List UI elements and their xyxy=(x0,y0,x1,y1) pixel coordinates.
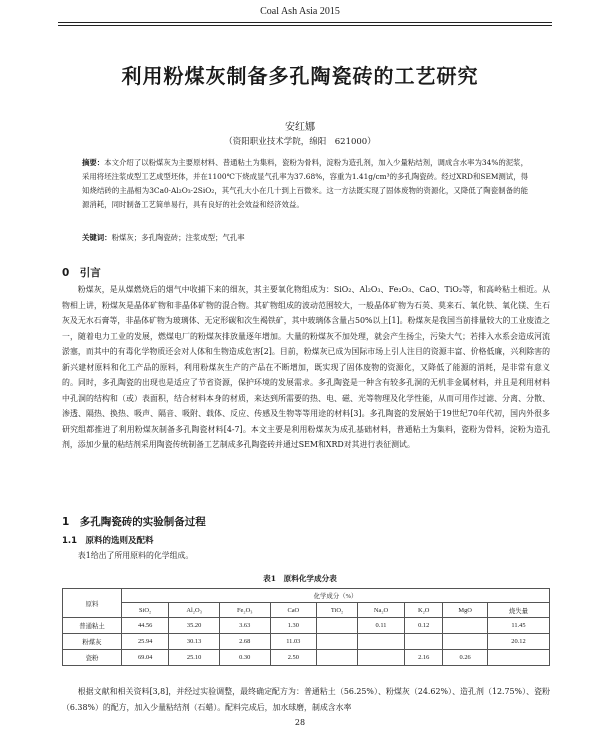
formula-paragraph: 根据文献和相关资料[3,8]，并经过实验调整，最终确定配方为：普通粘土（56.25%）、粉煤灰（24.62%）、造孔剂（12.75%）、瓷粉（6.38%）的配方，加入少量粘结剂（石蜡）。配料完成后，加水球磨，制成含水率 xyxy=(62,687,550,712)
abstract xyxy=(82,156,528,212)
table-cell: 44.56 xyxy=(122,618,169,634)
table-row xyxy=(63,650,550,666)
table-cell: 11.03 xyxy=(270,634,317,650)
author-affiliation: （资阳职业技术学院，绵阳 621000） xyxy=(224,137,376,147)
keywords-text: 粉煤灰；多孔陶瓷砖；注浆成型；气孔率 xyxy=(111,233,245,242)
table-cell xyxy=(317,634,358,650)
table-cell xyxy=(317,650,358,666)
abstract-label: 摘要： xyxy=(82,158,105,167)
table-cell xyxy=(443,618,488,634)
table-cell: 25.94 xyxy=(122,634,169,650)
table-caption: 表1 原料化学成分表 xyxy=(263,574,337,583)
table-cell: 35.20 xyxy=(169,618,220,634)
table-cell: 2.50 xyxy=(270,650,317,666)
table-cell: 0.11 xyxy=(358,618,405,634)
table-cell: 1.30 xyxy=(270,618,317,634)
col-header: Fe₂O₃ xyxy=(219,603,270,618)
col-header-raw: 原料 xyxy=(63,589,122,618)
table-cell: 11.45 xyxy=(487,618,549,634)
row-label: 瓷粉 xyxy=(63,650,122,666)
table-cell xyxy=(358,650,405,666)
table-cell: 25.10 xyxy=(169,650,220,666)
composition-table xyxy=(62,588,550,666)
table-row xyxy=(63,618,550,634)
table-cell: 3.63 xyxy=(219,618,270,634)
section-heading-intro: 0 引言 xyxy=(62,267,101,279)
table-cell: 0.30 xyxy=(219,650,270,666)
header-rule-thin xyxy=(58,25,552,26)
table-cell: 30.13 xyxy=(169,634,220,650)
table-cell: 2.16 xyxy=(405,650,443,666)
col-header: Na₂O xyxy=(358,603,405,618)
col-header: MgO xyxy=(443,603,488,618)
table-cell: 0.12 xyxy=(405,618,443,634)
abstract-text: 本文介绍了以粉煤灰为主要原材料、普通粘土为集料，瓷粉为骨料，淀粉为造孔剂，加入少量粘结剂，调成含水率为34%的泥浆，采用将坯注浆成型工艺成型坯体，并在1100℃下烧成显气孔率为37.68%，容重为1.41g/cm³的多孔陶瓷砖。经过XRD和SEM测试，得知烧结砖的主晶相为3Ca0·Al₂O₃·2SiO₂，其气孔大小在几十到上百微米。这一方法既实现了固体废物的资源化，又降低了陶瓷制备的能源消耗，同时制备工艺简单易行，具有良好的社会效益和经济效益。 xyxy=(82,158,528,209)
col-header-group: 化学成分（%） xyxy=(122,589,550,603)
page-number: 28 xyxy=(294,718,306,727)
table-cell: 0.26 xyxy=(443,650,488,666)
table-row xyxy=(63,634,550,650)
col-header: Al₂O₃ xyxy=(169,603,220,618)
author-name: 安红娜 xyxy=(285,122,315,133)
section-heading-experiment: 1 多孔陶瓷砖的实验制备过程 xyxy=(62,516,206,528)
journal-header: Coal Ash Asia 2015 xyxy=(260,6,340,17)
subsection-heading-materials: 1.1 原料的选则及配料 xyxy=(62,536,154,546)
col-header: SiO₂ xyxy=(122,603,169,618)
table-cell xyxy=(358,634,405,650)
keywords-label: 关键词： xyxy=(82,233,112,242)
row-label: 普通粘土 xyxy=(63,618,122,634)
materials-paragraph: 表1给出了所用原料的化学组成。 xyxy=(77,551,194,560)
paper-title: 利用粉煤灰制备多孔陶瓷砖的工艺研究 xyxy=(121,64,479,88)
header-rule xyxy=(58,22,552,23)
col-header: CaO xyxy=(270,603,317,618)
row-label: 粉煤灰 xyxy=(63,634,122,650)
table-cell xyxy=(405,634,443,650)
table-cell: 69.04 xyxy=(122,650,169,666)
table-cell xyxy=(443,634,488,650)
table-cell: 2.68 xyxy=(219,634,270,650)
table-cell: 20.12 xyxy=(487,634,549,650)
col-header: 烧失量 xyxy=(487,603,549,618)
keywords xyxy=(82,232,528,243)
intro-paragraph: 粉煤灰，是从煤燃烧后的烟气中收捕下来的细灰，其主要氧化物组成为：SiO₂、Al₂O₃、Fe₂O₃、CaO、TiO₂等，和高岭粘土相近。从物相上讲，粉煤灰是晶体矿物和非晶体矿物的混合物。其矿物组成的波动范围较大，一般晶体矿物为石英、莫来石、氧化铁、氧化镁、生石灰及无水石膏等，非晶体矿物为玻璃体、无定形碳和次生褐铁矿，其中玻璃体含量占50%以上[1]。粉煤灰是我国当前排量较大的工业废渣之一，随着电力工业的发展，燃煤电厂的粉煤灰排放量逐年增加。大量的粉煤灰不加处理，就会产生扬尘，污染大气；若排入水系会造成河流淤塞，而其中的有毒化学物质还会对人体和生物造成危害[2]。目前，粉煤灰已成为国际市场上引人注目的资源丰富、价格低廉，兴利除害的新兴建材原料和化工产品的原料，利用粉煤灰生产的产品在不断增加，既实现了固体废物的资源化，又降低了能源的消耗，是非常有意义的。同时，多孔陶瓷的出现也是适应了节省资源，保护环境的发展需求。多孔陶瓷是一种含有较多孔洞的无机非金属材料，并且是利用材料中孔洞的结构和（或）表面积，结合材料本身的材质，来达到所需要的热、电、磁、光等物理及化学性能，从而可用作过滤、分离、分散、渗透、隔热、换热、吸声、隔音、吸附、载体、反应、传感及生物等等用途的材料[3]。多孔陶瓷的发展始于19世纪70年代初，国内外很多研究组都推进了利用粉煤灰制备多孔陶瓷材料[4-7]。本文主要是利用粉煤灰为成孔基础材料，普通粘土为集料，瓷粉为骨料，淀粉为造孔剂，添加少量的粘结剂采用陶瓷传统制备工艺制成多孔陶瓷砖并通过SEM和XRD对其进行表征测试。 xyxy=(62,285,550,449)
table-cell xyxy=(487,650,549,666)
col-header: TiO₂ xyxy=(317,603,358,618)
table-cell xyxy=(317,618,358,634)
col-header: K₂O xyxy=(405,603,443,618)
